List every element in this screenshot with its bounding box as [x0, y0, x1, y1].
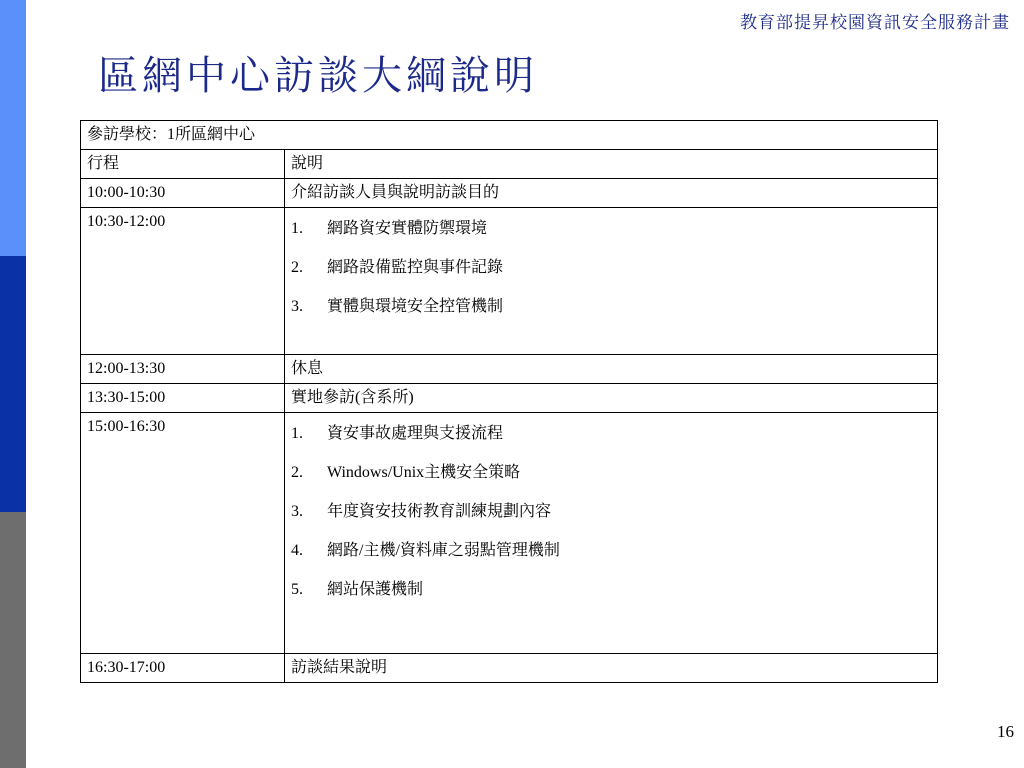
list-number: 1. — [291, 425, 303, 442]
list-number: 2. — [291, 464, 303, 481]
agenda-table — [80, 120, 938, 683]
list-number: 1. — [291, 220, 303, 237]
list-text: 網路資安實體防禦環境 — [327, 220, 488, 237]
time-cell: 10:30-12:00 — [81, 208, 285, 355]
agenda-list — [291, 423, 931, 601]
table-row — [81, 355, 938, 384]
list-text: 網路/主機/資料庫之弱點管理機制 — [327, 542, 560, 559]
header-text: 教育部提昇校園資訊安全服務計畫 — [740, 13, 1010, 32]
table-row — [81, 413, 938, 654]
list-number: 3. — [291, 298, 303, 315]
list-item — [291, 501, 931, 523]
description-cell — [285, 208, 938, 355]
description-header: 說明 — [285, 150, 938, 179]
visit-school-cell: 參訪學校：1所區網中心 — [81, 121, 938, 150]
page-number: 16 — [997, 722, 1014, 741]
list-text: 資安事故處理與支援流程 — [327, 425, 504, 442]
list-text: Windows/Unix主機安全策略 — [327, 464, 521, 481]
list-item — [291, 540, 931, 562]
list-number: 2. — [291, 259, 303, 276]
time-cell: 12:00-13:30 — [81, 355, 285, 384]
list-item — [291, 579, 931, 601]
table-row — [81, 384, 938, 413]
list-item — [291, 257, 931, 279]
list-text: 網路設備監控與事件記錄 — [327, 259, 504, 276]
table-header-row — [81, 150, 938, 179]
side-bar-middle — [0, 256, 26, 512]
list-item — [291, 462, 931, 484]
page-title: 區網中心訪談大綱說明 — [98, 53, 538, 98]
list-number: 3. — [291, 503, 303, 520]
time-cell: 15:00-16:30 — [81, 413, 285, 654]
table-row — [81, 121, 938, 150]
list-text: 網站保護機制 — [327, 581, 424, 598]
list-number: 4. — [291, 542, 303, 559]
description-cell — [285, 413, 938, 654]
list-text: 實體與環境安全控管機制 — [327, 298, 504, 315]
list-item — [291, 423, 931, 445]
list-number: 5. — [291, 581, 303, 598]
schedule-header: 行程 — [81, 150, 285, 179]
description-cell: 實地參訪(含系所) — [285, 384, 938, 413]
table-row — [81, 179, 938, 208]
table-row — [81, 208, 938, 355]
table-row — [81, 654, 938, 683]
description-cell: 休息 — [285, 355, 938, 384]
description-cell: 訪談結果說明 — [285, 654, 938, 683]
list-item — [291, 218, 931, 240]
list-item — [291, 296, 931, 318]
time-cell: 10:00-10:30 — [81, 179, 285, 208]
description-cell: 介紹訪談人員與說明訪談目的 — [285, 179, 938, 208]
time-cell: 13:30-15:00 — [81, 384, 285, 413]
side-bar-top — [0, 0, 26, 256]
agenda-list — [291, 218, 931, 318]
time-cell: 16:30-17:00 — [81, 654, 285, 683]
side-bar-bottom — [0, 512, 26, 768]
list-text: 年度資安技術教育訓練規劃內容 — [327, 503, 552, 520]
